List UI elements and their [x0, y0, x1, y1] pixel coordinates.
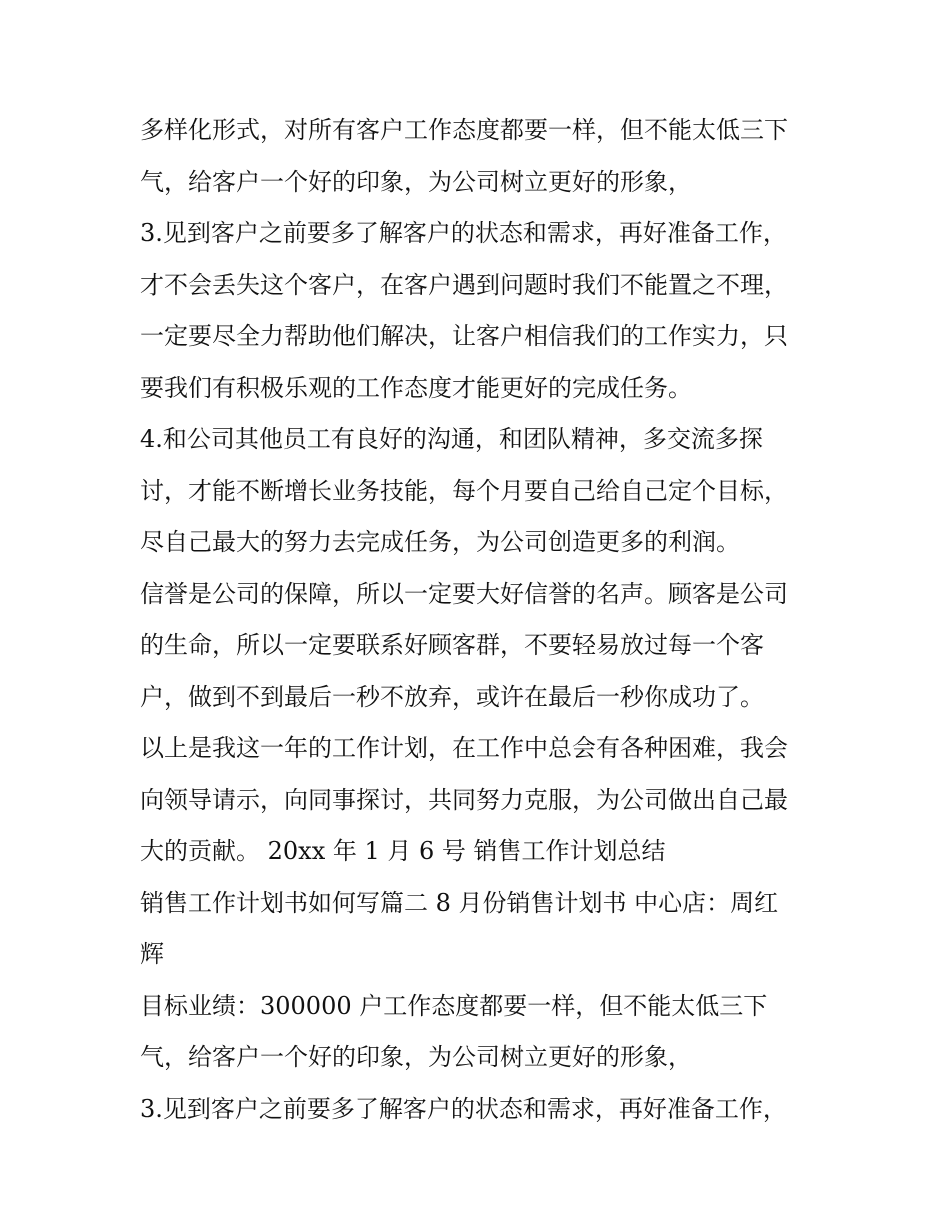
text-line-15: 大的贡献。 20xx 年 1 月 6 号 销售工作计划总结	[140, 837, 666, 865]
text-line-10: 信誉是公司的保障，所以一定要大好信誉的名声。顾客是公司	[140, 579, 788, 608]
text-line-18: 目标业绩：300000 户工作态度都要一样，但不能太低三下	[140, 991, 768, 1020]
text-line-1: 多样化形式，对所有客户工作态度都要一样，但不能太低三下	[140, 116, 788, 144]
text-line-17: 辉	[140, 940, 164, 968]
text-line-13: 以上是我这一年的工作计划，在工作中总会有各种困难，我会	[140, 734, 788, 762]
text-line-2: 气，给客户一个好的印象，为公司树立更好的形象，	[140, 167, 692, 196]
text-line-5: 一定要尽全力帮助他们解决，让客户相信我们的工作实力，只	[140, 322, 788, 350]
document-body	[140, 105, 820, 1135]
text-line-6: 要我们有积极乐观的工作态度才能更好的完成任务。	[140, 373, 692, 402]
text-line-16: 销售工作计划书如何写篇二 8 月份销售计划书 中心店：周红	[140, 888, 779, 917]
text-line-8: 讨，才能不断增长业务技能，每个月要自己给自己定个目标，	[140, 476, 788, 505]
text-line-19: 气，给客户一个好的印象，为公司树立更好的形象，	[140, 1043, 692, 1071]
text-line-9: 尽自己最大的努力去完成任务，为公司创造更多的利润。	[140, 528, 740, 556]
text-line-11: 的生命，所以一定要联系好顾客群，不要轻易放过每一个客	[140, 631, 764, 659]
text-line-7: 4.和公司其他员工有良好的沟通，和团队精神，多交流多探	[140, 425, 763, 453]
text-line-12: 户，做到不到最后一秒不放弃，或许在最后一秒你成功了。	[140, 682, 764, 711]
text-line-20: 3.见到客户之前要多了解客户的状态和需求，再好准备工作，	[140, 1094, 787, 1123]
text-line-4: 才不会丢失这个客户，在客户遇到问题时我们不能置之不理，	[140, 270, 788, 299]
text-line-14: 向领导请示，向同事探讨，共同努力克服，为公司做出自己最	[140, 785, 788, 814]
text-line-3: 3.见到客户之前要多了解客户的状态和需求，再好准备工作，	[140, 219, 787, 247]
